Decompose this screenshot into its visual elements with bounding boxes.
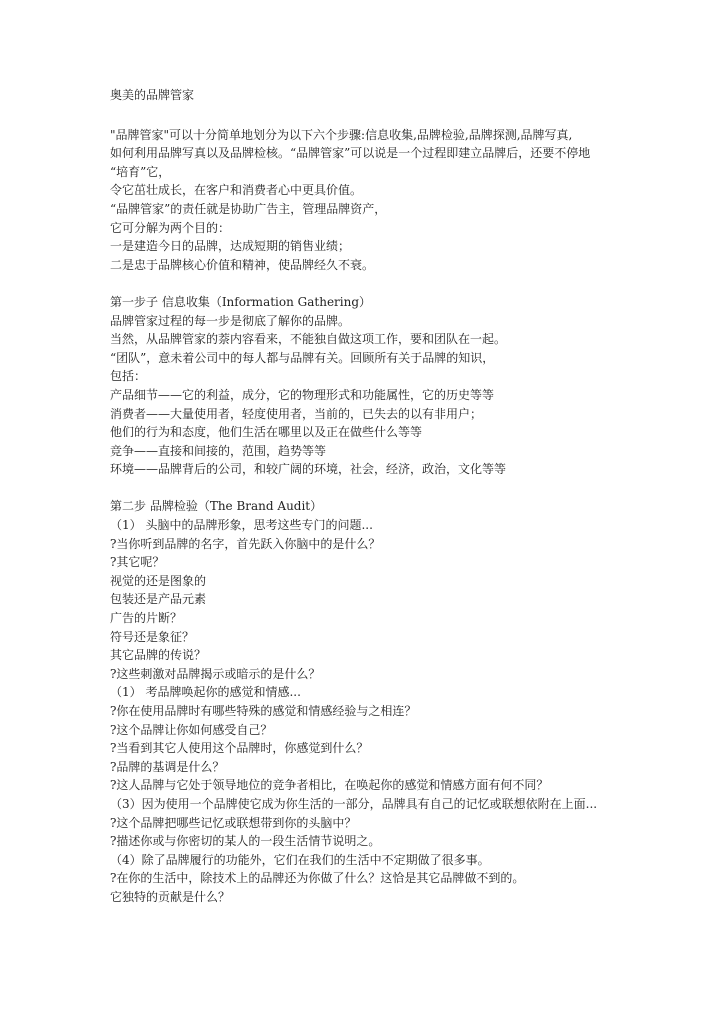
step2-line: ?这个品牌让你如何感受自己？	[110, 722, 273, 737]
document-body	[110, 86, 670, 907]
step2-line: ?在你的生活中，除技术上的品牌还为你做了什么？这恰是其它品牌做不到的。	[110, 871, 525, 886]
step2-line: ?这个品牌把哪些记忆或联想带到你的头脑中？	[110, 815, 357, 830]
intro-line: 令它茁壮成长，在客户和消费者心中更具价值。	[110, 183, 363, 198]
step2-line: 它独特的贡献是什么？	[110, 889, 231, 904]
step2-line: ?品牌的基调是什么？	[110, 759, 225, 774]
step1-line: 环境——品牌背后的公司，和较广阔的环境，社会，经济，政治，文化等等	[110, 462, 507, 477]
step1-line: “团队”，意未着公司中的每人都与品牌有关。回顾所有关于品牌的知识，	[110, 350, 495, 365]
step1-line: 他们的行为和态度，他们生活在哪里以及正在做些什么等等	[110, 425, 423, 440]
intro-line: "品牌管家"可以十分简单地划分为以下六个步骤:信息收集,品牌检验,品牌探测,品牌写真,	[110, 127, 573, 142]
step1-line: 竞争——直接和间接的，范围，趋势等等	[110, 443, 327, 458]
step1-line: 包括：	[110, 369, 147, 384]
step2-line: ?描述你或与你密切的某人的一段生活情节说明之。	[110, 834, 381, 849]
step2-line: 包装还是产品元素	[110, 592, 207, 607]
document-title: 奥美的品牌管家	[110, 88, 195, 102]
paragraph-gap	[110, 479, 670, 498]
step2-line: ?当看到其它人使用这个品牌时，你感觉到什么？	[110, 741, 369, 756]
step2-line: 其它品牌的传说？	[110, 648, 207, 663]
step1-line: 产品细节——它的利益，成分，它的物理形式和功能属性，它的历史等等	[110, 387, 495, 402]
step2-line: ?当你听到品牌的名字，首先跃入你脑中的是什么？	[110, 536, 381, 551]
intro-line: 如何利用品牌写真以及品牌检核。“品牌管家”可以说是一个过程即建立品牌后，还要不停地	[110, 146, 591, 161]
step1-line: 品牌管家过程的每一步是彻底了解你的品牌。	[110, 313, 351, 328]
step2-line: （1） 头脑中的品牌形象，思考这些专门的问题...	[110, 518, 373, 533]
intro-line: 二是忠于品牌核心价值和精神，使品牌经久不衰。	[110, 257, 375, 272]
step2-section	[110, 497, 670, 906]
step1-section	[110, 293, 670, 479]
step2-heading: 第二步 品牌检验（The Brand Audit）	[110, 499, 323, 514]
intro-line: “品牌管家”的责任就是协助广告主，管理品牌资产，	[110, 201, 387, 216]
paragraph-gap	[110, 274, 670, 293]
step2-line: （3）因为使用一个品牌使它成为你生活的一部分，品牌具有自己的记忆或联想依附在上面...	[110, 796, 598, 811]
step2-line: ?其它呢？	[110, 555, 165, 570]
intro-section	[110, 126, 670, 275]
step2-line: 广告的片断？	[110, 611, 183, 626]
intro-line: 它可分解为两个目的：	[110, 220, 231, 235]
step2-line: （4）除了品牌履行的功能外，它们在我们的生活中不定期做了很多事。	[110, 852, 490, 867]
step1-heading: 第一步子 信息收集（Information Gathering）	[110, 294, 372, 309]
step1-line: 消费者——大量使用者，轻度使用者，当前的，已失去的以有非用户；	[110, 406, 483, 421]
step2-line: 符号还是象征？	[110, 629, 195, 644]
step2-line: ?你在使用品牌时有哪些特殊的感觉和情感经验与之相连？	[110, 704, 417, 718]
step2-line: ?这人品牌与它处于领导地位的竞争者相比，在唤起你的感觉和情感方面有何不同？	[110, 778, 549, 793]
intro-line: “培育”它，	[110, 164, 171, 179]
step1-line: 当然，从品牌管家的萘内容看来，不能独自做这项工作，要和团队在一起。	[110, 332, 507, 347]
intro-line: 一是建造今日的品牌，达成短期的销售业绩；	[110, 239, 351, 254]
step2-line: ?这些刺激对品牌揭示或暗示的是什么？	[110, 666, 321, 681]
step2-line: （1） 考品牌唤起你的感觉和情感...	[110, 685, 301, 700]
step2-line: 视觉的还是图象的	[110, 573, 207, 588]
